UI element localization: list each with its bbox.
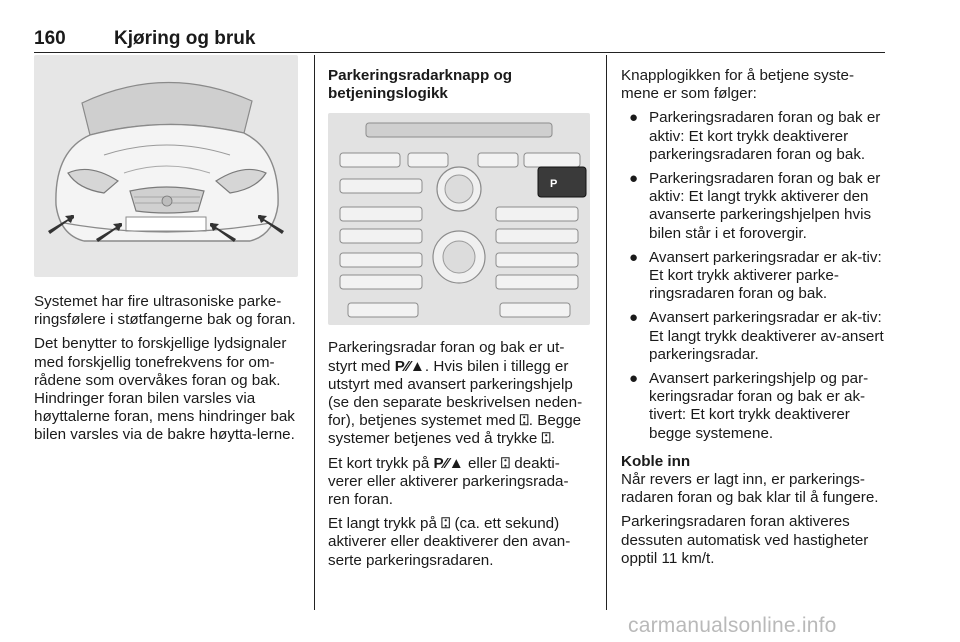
list-item: ● Avansert parkeringsradar er ak-tiv: Et kort trykk aktiverer parke-ringsradaren foran og bak. <box>629 248 882 303</box>
page-header <box>34 6 885 50</box>
sp-text-b: eller <box>467 454 497 472</box>
parking-assist-icon: ⍠ <box>541 430 551 448</box>
list-item: ● Parkeringsradaren foran og bak er aktiv: Et kort trykk deaktiverer parkeringsradaren foran og bak. <box>629 109 881 163</box>
logic-intro: Knapplogikken for å betjene syste-mene er som følger: <box>621 67 855 103</box>
eq-text-b: . Hvis bilen i tillegg er utstyrt med avansert parkeringshjelp (se den separate beskrivelsen neden-for), betjenes systemet med <box>328 357 583 430</box>
section-heading-line1: Parkeringsradarknapp og <box>328 67 513 84</box>
section-subheading: Koble inn <box>621 452 691 470</box>
list-item: ● Avansert parkeringshjelp og par-keringsradar foran og bak er ak-tivert: Et kort trykk deaktiverer begge systemene. <box>629 370 869 442</box>
parking-assist-icon: ⍠ <box>441 515 451 533</box>
lp-text-a: Et langt trykk på <box>328 515 437 533</box>
header-rule <box>34 52 885 53</box>
section-heading-line2: betjeningslogikk <box>328 85 448 103</box>
column-left <box>34 55 298 451</box>
parking-button-label: P <box>550 178 558 191</box>
sound-paragraph: Det benytter to forskjellige lydsignaler med forskjellig tonefrekvens for om-rådene som overvåkes foran og bak. Hindringer foran bilen varsles via høyttalerne foran, mens hindringer bak bilen varsles via de bakre høytta-lerne. <box>34 335 295 444</box>
column-right <box>621 55 886 574</box>
list-item: ● Avansert parkeringsradar er ak-tiv: Et langt trykk deaktiverer av-ansert parkeringsradar. <box>629 309 884 363</box>
sp-text-c: deakti-verer eller aktiverer parkeringsrada-ren foran. <box>328 454 569 509</box>
list-item: ● Parkeringsradaren foran og bak er aktiv: Et langt trykk aktiverer den avanserte parkeringshjelpen hvis bilen står i et forovergir. <box>629 170 881 242</box>
short-press-paragraph <box>328 455 590 510</box>
car-front-figure <box>34 55 298 277</box>
reverse-paragraph: Når revers er lagt inn, er parkerings-radaren foran og bak klar til å fungere. <box>621 471 879 507</box>
auto-activation-paragraph: Parkeringsradaren foran aktiveres dessuten automatisk ved hastigheter opptil 11 km/t. <box>621 513 869 567</box>
eq-text-a: Parkeringsradar foran og bak er ut-styrt med <box>328 339 565 375</box>
equipment-paragraph: Parkeringsradar foran og bak er ut-styrt med P⁄⁄▲. Hvis bilen i tillegg er utstyrt med avansert parkeringshjelp (se den separate beskrivelsen neden-for), betjenes systemet med ⍠. Begge systemer betjenes ved å trykke ⍠. <box>328 339 583 448</box>
parking-p-icon: P⁄⁄▲ <box>433 454 464 472</box>
page-number: 160 <box>34 28 66 49</box>
column-middle <box>328 55 590 576</box>
parking-p-icon: P⁄⁄▲ <box>394 357 425 375</box>
control-panel-figure <box>328 113 590 325</box>
logic-list <box>621 109 886 442</box>
bullet-icon: ● <box>629 248 639 266</box>
bullet-icon: ● <box>629 109 639 127</box>
parking-assist-icon: ⍠ <box>519 412 529 430</box>
bullet-icon: ● <box>629 309 639 327</box>
lp-text-b: (ca. ett sekund) aktiverer eller deaktiverer den avan-serte parkeringsradaren. <box>328 515 571 569</box>
bullet-icon: ● <box>629 370 639 388</box>
chapter-title: Kjøring og bruk <box>114 28 256 49</box>
eq-text-c: . Begge systemer betjenes ved å trykke <box>328 412 582 448</box>
intro-paragraph: Systemet har fire ultrasoniske parke-ringsfølere i støtfangerne bak og foran. <box>34 293 296 329</box>
bullet-icon: ● <box>629 170 639 188</box>
column-divider <box>606 55 607 610</box>
sp-text-a: Et kort trykk på <box>328 454 430 472</box>
watermark: carmanualsonline.info <box>628 614 837 637</box>
long-press-paragraph <box>328 515 590 570</box>
column-divider <box>314 55 315 610</box>
parking-assist-icon: ⍠ <box>500 454 511 472</box>
